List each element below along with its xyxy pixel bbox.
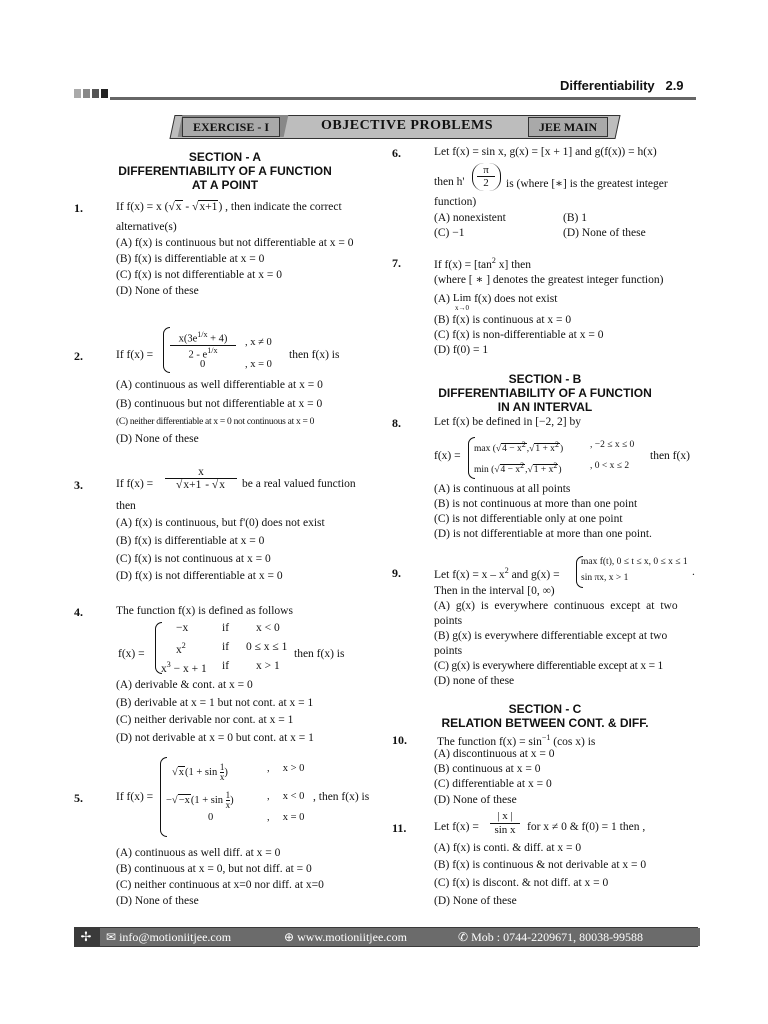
q7-option-d: (D) f(0) = 1 [434,344,489,356]
q7-line2: (where [ ∗ ] denotes the greatest integer function) [434,274,664,286]
q9-option-c: (C) g(x) is everywhere differentiable except at x = 1 [434,660,664,672]
q6-line1: Let f(x) = sin x, g(x) = [x + 1] and g(f(x)) = h(x) [434,146,657,158]
footer-website[interactable]: www.motioniitjee.com [297,930,407,944]
q9-number: 9. [392,566,401,580]
footer-mobile: Mob : 0744-2209671, 80038-99588 [471,930,644,944]
section-c-heading: SECTION - C RELATION BETWEEN CONT. & DIFF. [441,702,649,730]
q7-option-a: (A) Lim x→0 f(x) does not exist [434,292,558,312]
q3-lhs: If f(x) = [116,478,154,490]
q4-option-b: (B) derivable at x = 1 but not cont. at x = 1 [116,697,314,709]
q1-option-b: (B) f(x) is differentiable at x = 0 [116,253,265,265]
footer-logo-icon: ✢ [80,929,92,944]
q3-option-a: (A) f(x) is continuous, but f'(0) does not exist [116,517,325,529]
q8-row2: $\min (√4 - x^2,√1 + x^2)$ , 0 < x ≤ 2 [474,461,630,476]
q5-option-c: (C) neither continuous at x=0 nor diff. at x=0 [116,879,324,891]
header-dots [74,89,108,101]
q6-line3: function) [434,196,477,208]
q2-zero: 0 [200,359,206,370]
page-number: 2.9 [665,78,684,93]
q9-line1: Let $f(x) = x - x^2$ and g(x) = [434,566,560,581]
mail-icon: ✉ [106,930,117,944]
q11-lhs: Let f(x) = [434,821,479,833]
q4-post: then f(x) is [294,648,345,660]
q7-number: 7. [392,256,401,270]
q7-line1: If $f(x) = [\tan^2$ x] then [434,256,532,271]
footer-web-seg [272,928,472,946]
q3-post: be a real valued function [242,478,356,490]
q8-number: 8. [392,416,401,430]
q10-number: 10. [392,733,407,747]
q10-option-a: (A) discontinuous at x = 0 [434,748,555,760]
q1-option-d: (D) None of these [116,285,199,297]
q2-option-b: (B) continuous but not differentiable at x = 0 [116,398,323,410]
q8-option-b: (B) is not continuous at more than one point [434,498,638,510]
q3-then: then [116,500,136,512]
q9-option-b: (B) g(x) is everywhere differentiable except at two [434,630,668,642]
q9-option-a: (A) g(x) is everywhere continuous except at two [434,600,678,612]
q5-row2: −√−x(1 + sin $\frac{1}{x}$ ) , x < 0 [166,790,305,810]
banner-title: OBJECTIVE PROBLEMS [321,118,493,133]
q2-option-a: (A) continuous as well differentiable at x = 0 [116,379,323,391]
q1-option-a: (A) f(x) is continuous but not differentiable at x = 0 [116,237,354,249]
globe-icon: ⊕ [284,930,295,944]
q9-option-b-cont: points [434,645,463,657]
q6-line2: then h' [434,176,465,188]
jee-main-label: JEE MAIN [528,117,608,137]
footer-mob-seg [446,928,700,946]
q5-row3: 0 , x = 0 [208,812,305,823]
q8-lhs: f(x) = [434,450,461,462]
q1-number: 1. [74,201,83,215]
q5-row1: √x(1 + sin $\frac{1}{x}$ ) , x > 0 [172,762,305,782]
section-b-heading: SECTION - B DIFFERENTIABILITY OF A FUNCTION IN AN INTERVAL [438,372,652,414]
exercise-label: EXERCISE - I [182,117,280,137]
q11-number: 11. [392,821,407,835]
q6-paren [472,163,501,191]
q8-stem: Let f(x) be defined in [−2, 2] by [434,416,581,428]
q1-stem: If f(x) = x (√x - √x+1) , then indicate the correct [116,201,342,213]
q2-option-d: (D) None of these [116,433,199,445]
q8-post: then f(x) [650,450,690,462]
q3-option-d: (D) f(x) is not differentiable at x = 0 [116,570,283,582]
footer-bar [74,927,698,947]
section-a-heading: SECTION - A DIFFERENTIABILITY OF A FUNCTION AT A POINT [118,150,332,192]
q4-row2: $x^2$ if 0 ≤ x ≤ 1 [176,641,288,656]
q11-option-d: (D) None of these [434,895,517,907]
q10-option-b: (B) continuous at x = 0 [434,763,541,775]
q6-option-a: (A) nonexistent [434,212,506,224]
q11-option-a: (A) f(x) is conti. & diff. at x = 0 [434,842,582,854]
q1-stem-cont: alternative(s) [116,221,177,233]
q3-option-c: (C) f(x) is not continuous at x = 0 [116,553,271,565]
q4-option-c: (C) neither derivable nor cont. at x = 1 [116,714,294,726]
q5-option-a: (A) continuous as well diff. at x = 0 [116,847,281,859]
q8-option-d: (D) is not differentiable at more than one point. [434,528,652,540]
q2-cond1: , x ≠ 0 [245,337,272,348]
q7-option-b: (B) f(x) is continuous at x = 0 [434,314,572,326]
q5-number: 5. [74,791,83,805]
phone-icon: ✆ [458,930,469,944]
q5-lhs: If f(x) = [116,791,154,803]
q9-option-d: (D) none of these [434,675,515,687]
q10-option-d: (D) None of these [434,794,517,806]
q6-option-c: (C) −1 [434,227,465,239]
q11-option-b: (B) f(x) is continuous & not derivable at x = 0 [434,859,647,871]
q4-number: 4. [74,605,83,619]
header-rule [110,97,696,100]
q10-stem: The function $f(x) = \sin^{-1} (\cos$ x) is [437,733,596,748]
q7-option-c: (C) f(x) is non-differentiable at x = 0 [434,329,604,341]
footer-email[interactable]: info@motioniitjee.com [119,930,232,944]
q6-option-b: (B) 1 [563,212,587,224]
q2-fraction: $\frac{x(3e^{1/x} + 4)}{2 - e^{1/x}}$ [170,330,236,360]
q2-option-c: (C) neither differentiable at x = 0 not continuous at x = 0 [116,417,315,427]
q9-option-a-cont: points [434,615,463,627]
q3-number: 3. [74,478,83,492]
q11-post: for x ≠ 0 & f(0) = 1 then , [527,821,646,833]
q6-pi-over-2: $\frac{\pi}{2}$ [477,164,495,189]
q1-option-c: (C) f(x) is not differentiable at x = 0 [116,269,282,281]
q5-post: , then f(x) is [313,791,370,803]
q3-fraction: $\frac{x}{√x+1 - √x}$ [165,466,237,491]
q9-row1: max f(t), 0 ≤ t ≤ x, 0 ≤ x ≤ 1 [581,557,688,567]
q4-option-a: (A) derivable & cont. at x = 0 [116,679,253,691]
q2-brace [163,327,170,373]
q11-option-c: (C) f(x) is discont. & not diff. at x = 0 [434,877,609,889]
q2-number: 2. [74,349,83,363]
q6-number: 6. [392,146,401,160]
q4-row3: $x^3 - x + 1$ if x > 1 [161,660,280,675]
q6-option-d: (D) None of these [563,227,646,239]
q9-period: . [692,566,695,578]
exercise-banner [172,113,616,139]
q4-option-d: (D) not derivable at x = 0 but cont. at x = 1 [116,732,314,744]
q9-line2: Then in the interval [0, ∞) [434,585,555,597]
q10-option-c: (C) differentiable at x = 0 [434,778,552,790]
page-header [560,78,684,93]
q8-row1: $\max (√4 - x^2,√1 + x^2)$ , −2 ≤ x ≤ 0 [474,440,635,455]
q2-lhs: If f(x) = [116,349,154,361]
q2-cond2: , x = 0 [245,359,272,370]
q4-lhs: f(x) = [118,648,145,660]
q8-option-a: (A) is continuous at all points [434,483,571,495]
q2-post: then f(x) is [289,349,340,361]
q5-option-d: (D) None of these [116,895,199,907]
header-title: Differentiability [560,78,655,93]
q9-row2: sin πx, x > 1 [581,573,629,583]
q3-option-b: (B) f(x) is differentiable at x = 0 [116,535,265,547]
q8-option-c: (C) is not differentiable only at one point [434,513,623,525]
q4-stem: The function f(x) is defined as follows [116,605,293,617]
q11-fraction: $\frac{| x |}{\text{sin x}}$ [490,810,520,837]
q4-row1: −x if x < 0 [176,622,280,634]
q5-option-b: (B) continuous at x = 0, but not diff. at = 0 [116,863,312,875]
q6-line2b: is (where [∗] is the greatest integer [506,178,668,190]
